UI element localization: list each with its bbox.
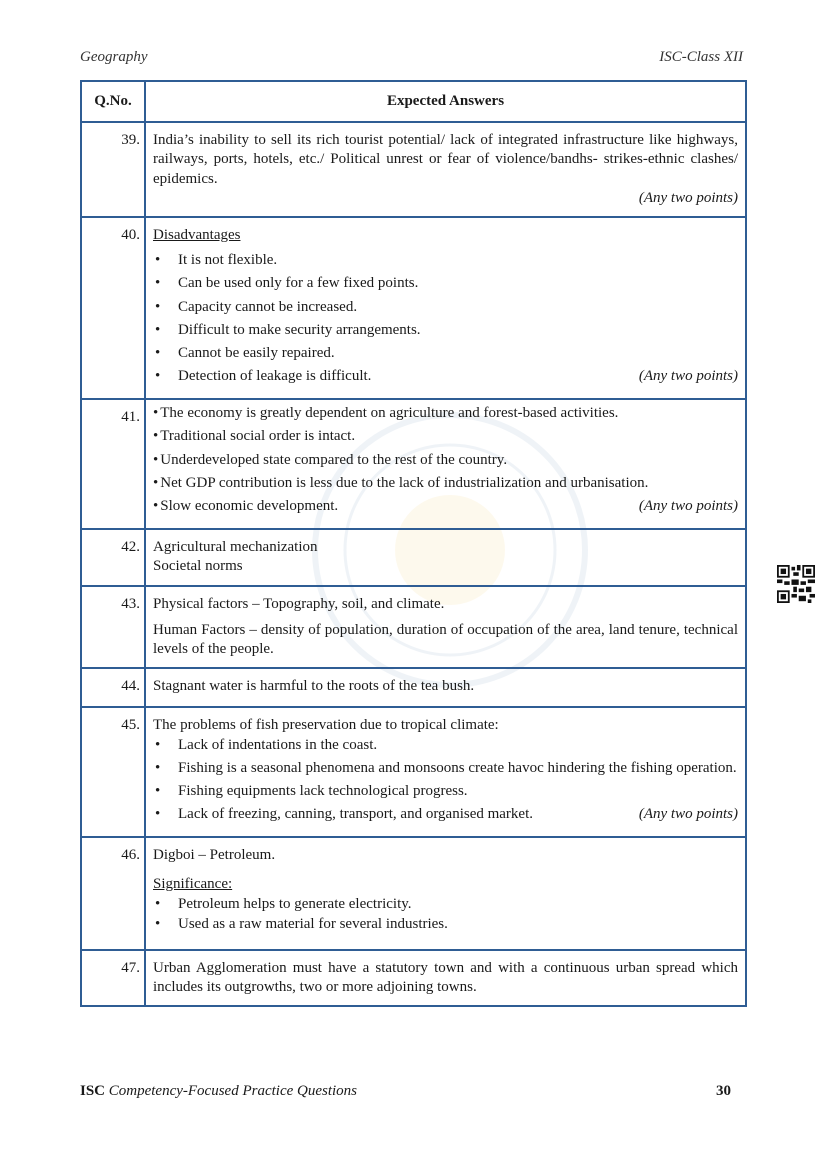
list-item: • Fishing is a seasonal phenomena and monsoons create havoc hindering the fishing operation. [153,759,738,778]
answer-line: Agricultural mechanization [153,539,318,556]
answer-cell [145,586,746,669]
table-row [81,217,746,399]
bullet-list [153,895,738,934]
table-row [81,668,746,707]
list-item-text: • Lack of freezing, canning, transport, and organised market. [178,806,534,823]
list-item [153,367,738,386]
table-row [81,529,746,585]
page-number: 30 [716,1083,731,1099]
column-header-answers: Expected Answers [145,81,746,122]
header-subject: Geography [80,49,148,65]
list-item: • The economy is greatly dependent on agriculture and forest-based activities. [153,405,619,422]
question-number: 40. [81,217,145,399]
answer-cell [145,950,746,1006]
answer-cell [145,837,746,950]
header-class: ISC-Class XII [659,49,743,65]
qr-code-icon [777,565,815,603]
list-item: • Slow economic development. (Any two points) [153,497,738,516]
list-item: • Can be used only for a few fixed points. [153,274,738,293]
list-item: • Petroleum helps to generate electricity. [153,895,738,914]
list-item: • Cannot be easily repaired. [153,344,738,363]
answer-text: Stagnant water is harmful to the roots of the tea bush. [153,678,475,695]
marking-note: (Any two points) [638,806,738,823]
bullet-list [153,251,738,386]
footer-title [80,1083,357,1100]
list-item: • It is not flexible. [153,251,738,270]
table-row [81,837,746,950]
list-item: • Fishing equipments lack technological progress. [153,782,738,801]
question-number: 44. [81,668,145,707]
human-factors: Human Factors – density of population, duration of occupation of the area, land tenure, technical levels of the people. [153,621,738,657]
answer-cell [145,668,746,707]
question-number: 43. [81,586,145,669]
column-header-qno: Q.No. [81,81,145,122]
bullet-list [153,736,738,825]
answers-table [80,80,747,1007]
question-number: 47. [81,950,145,1006]
question-number: 46. [81,837,145,950]
list-item: • Traditional social order is intact. [153,428,356,445]
list-item: • Underdeveloped state compared to the rest of the country. [153,451,508,468]
answer-cell [145,529,746,585]
bullet-list [153,404,738,516]
list-item-text: • Detection of leakage is difficult. [178,368,372,385]
marking-note: (Any two points) [638,368,738,385]
table-row [81,950,746,1006]
table-header-row [81,81,746,122]
list-item-text: Traditional social order is intact. [160,428,356,445]
answer-intro: The problems of fish preservation due to tropical climate: [153,717,499,734]
list-item: • Used as a raw material for several industries. [153,915,738,934]
answer-line: Societal norms [153,558,243,575]
list-item-text: Underdeveloped state compared to the rest of the country. [160,451,508,468]
answer-cell [145,707,746,837]
physical-factors: Physical factors – Topography, soil, and climate. [153,595,445,612]
list-item: • Net GDP contribution is less due to the lack of industrialization and urbanisation. [153,474,649,491]
table-row [81,122,746,217]
list-item-text: Net GDP contribution is less due to the lack of industrialization and urbanisation. [160,474,649,491]
footer-brand: ISC [80,1083,106,1099]
list-item-text: The economy is greatly dependent on agriculture and forest-based activities. [160,405,619,422]
marking-note: (Any two points) [638,498,738,514]
list-item: • Capacity cannot be increased. [153,298,738,317]
question-number: 39. [81,122,145,217]
question-number: 42. [81,529,145,585]
table-row [81,707,746,837]
answer-text: Digboi – Petroleum. [153,847,276,864]
list-item [153,805,738,824]
answer-text: Urban Agglomeration must have a statutory town and with a continuous urban spread which includes its outgrowths, two or more adjoining towns. [153,960,738,996]
answer-cell [145,217,746,399]
list-item-text: Slow economic development. [160,498,339,514]
question-number: 41. [81,399,145,529]
marking-note: (Any two points) [638,189,738,206]
table-row [81,586,746,669]
answer-text: India’s inability to sell its rich tourist potential/ lack of integrated infrastructure like highways, railways, ports, hotels, etc./ Political unrest or fear of violence/bandhs- strikes-ethnic clashes/ epidemics. [153,132,738,187]
answer-cell [145,122,746,217]
answer-cell [145,399,746,529]
footer-subtitle: Competency-Focused Practice Questions [108,1083,358,1099]
answer-heading: Disadvantages [153,226,241,243]
list-item: • Difficult to make security arrangements. [153,321,738,340]
answer-heading: Significance: [153,876,233,893]
question-number: 45. [81,707,145,837]
table-row [81,399,746,529]
list-item: • Lack of indentations in the coast. [153,736,738,755]
